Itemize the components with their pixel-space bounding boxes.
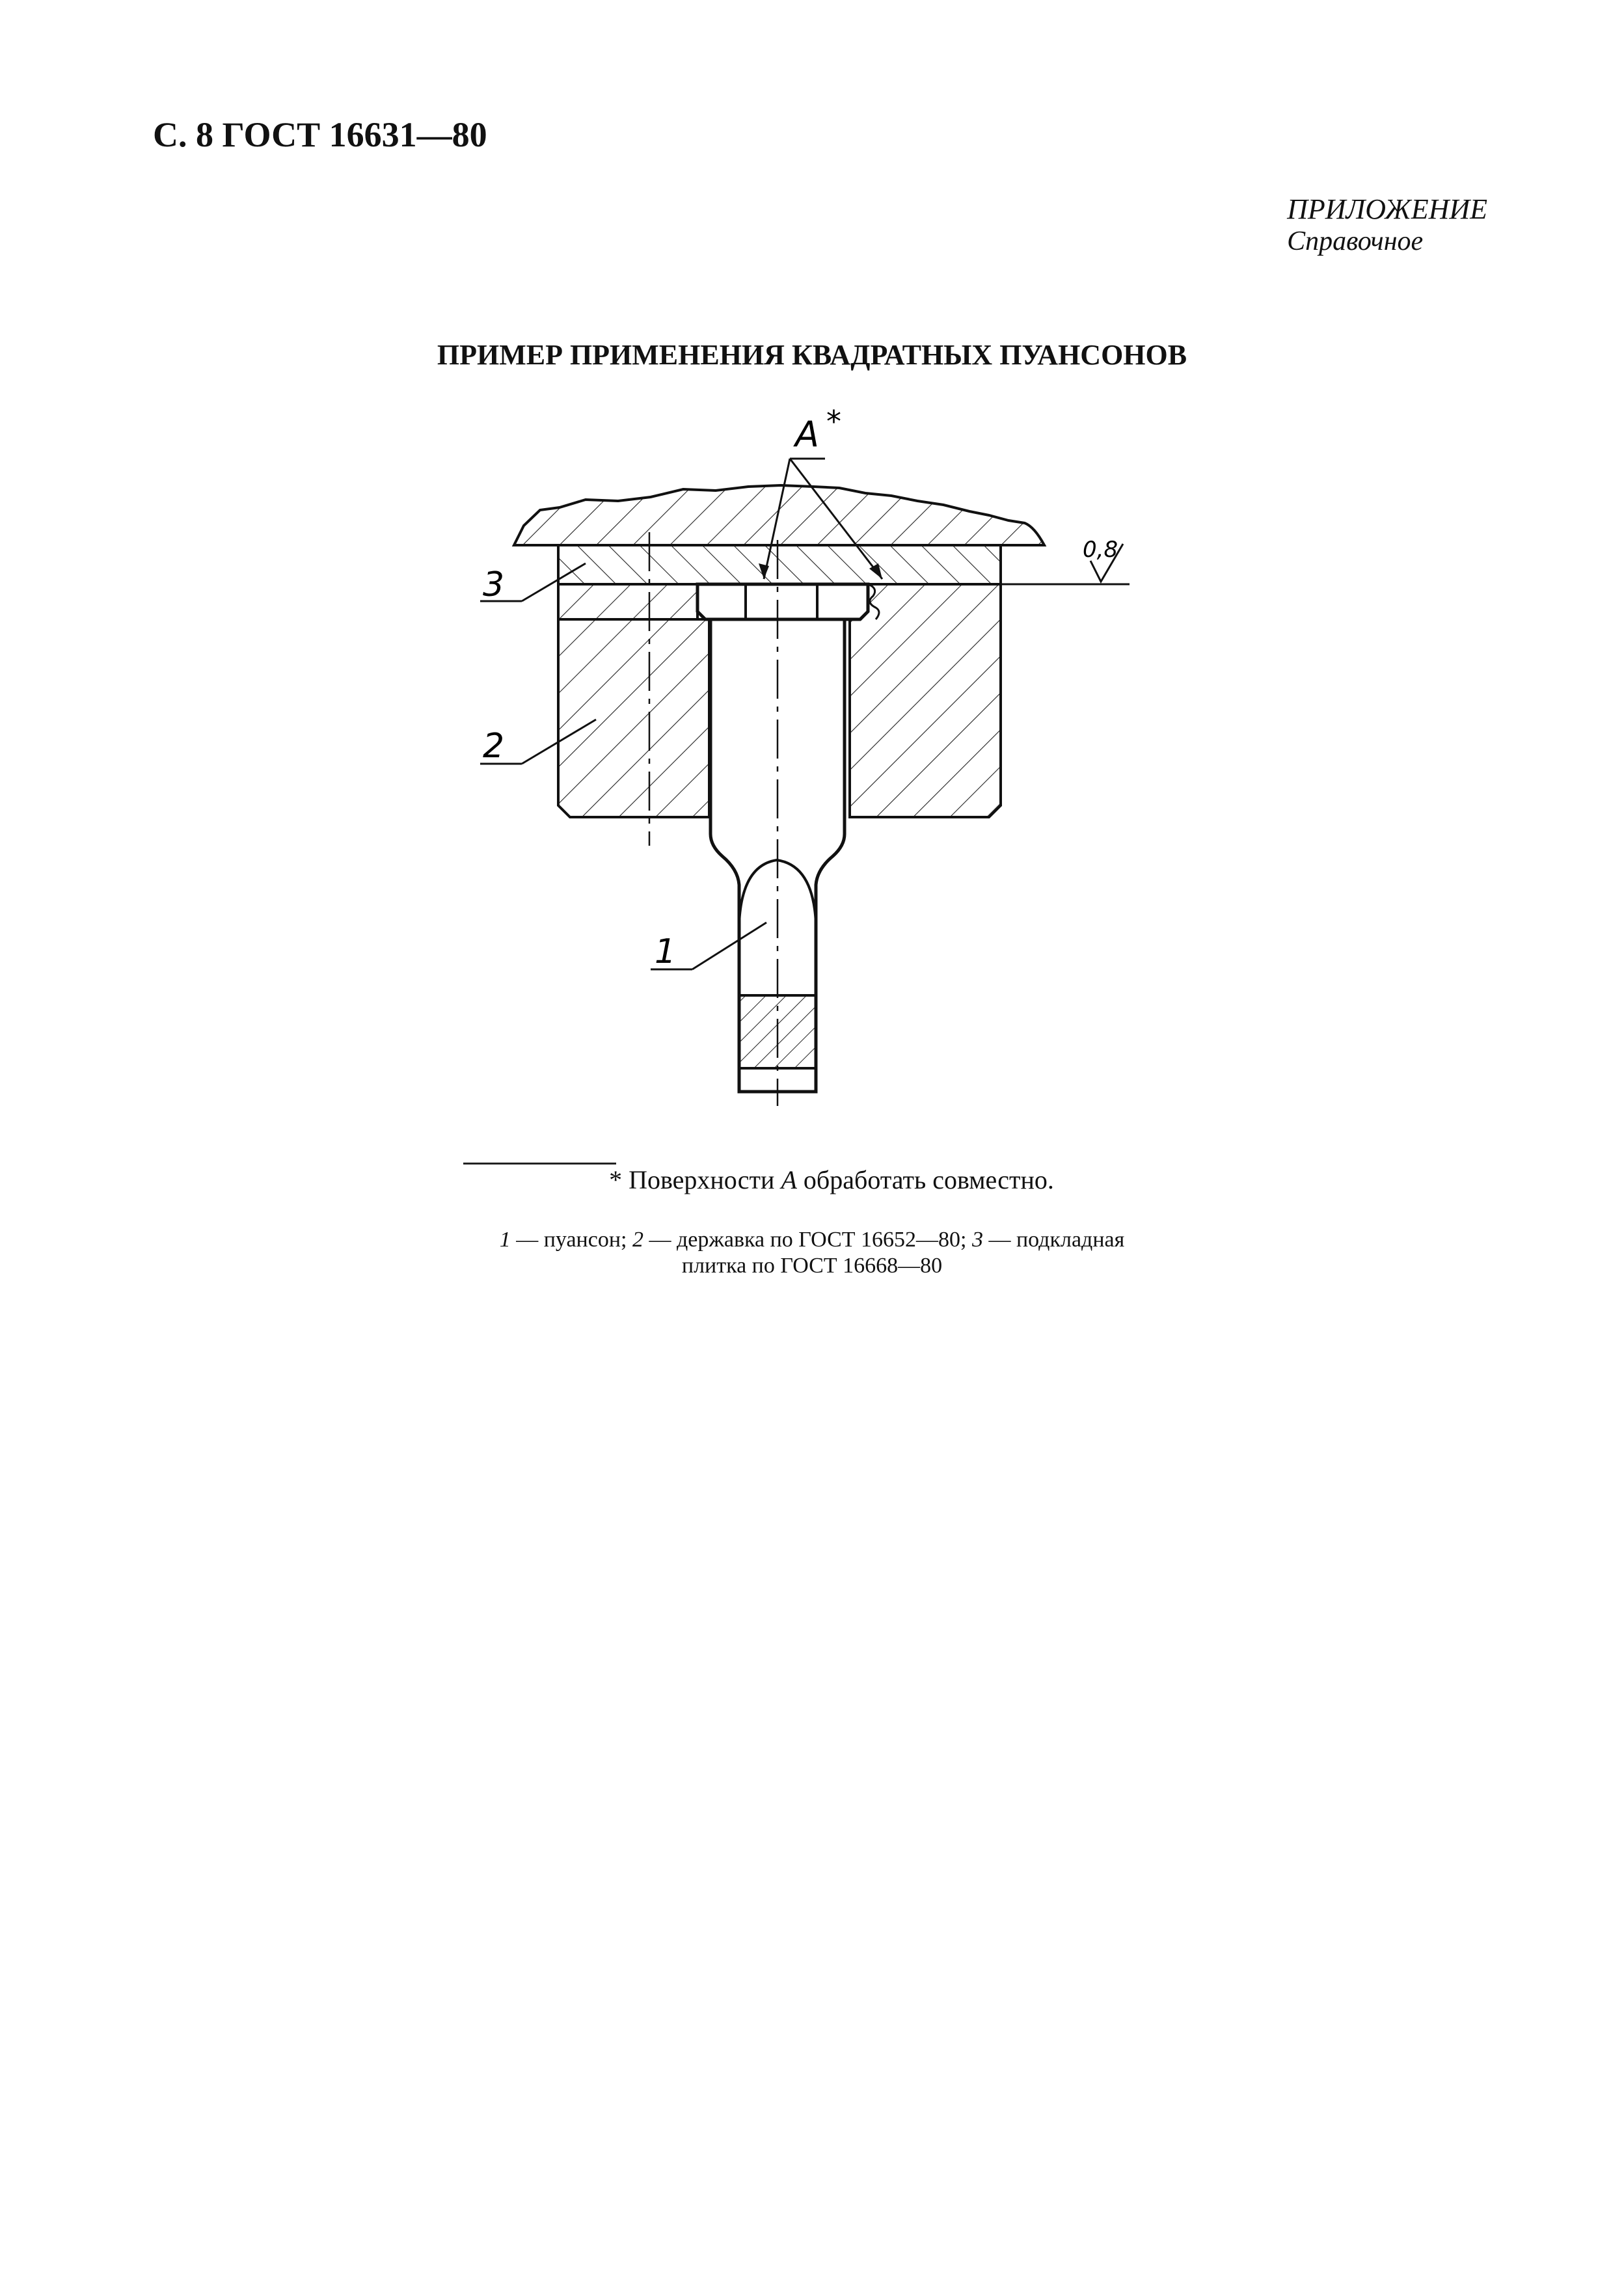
- footnote-text-before: Поверхности: [629, 1165, 775, 1194]
- surface-a-label: А: [795, 414, 819, 455]
- legend-num-1: 1: [499, 1228, 511, 1252]
- legend-text-2: — державка по ГОСТ 16652—80;: [649, 1228, 967, 1252]
- appendix-type: Справочное: [1287, 226, 1424, 256]
- document-title: ПРИМЕР ПРИМЕНЕНИЯ КВАДРАТНЫХ ПУАНСОНОВ: [437, 339, 1187, 371]
- footnote-surface: А: [781, 1165, 797, 1194]
- holder-body-right: [850, 584, 1001, 817]
- top-plate: [514, 485, 1044, 545]
- appendix-block: [1287, 193, 1487, 257]
- backing-plate: [558, 545, 1001, 584]
- footnote-text-after: обработать совместно.: [803, 1165, 1054, 1194]
- callout-1: 1: [655, 932, 677, 971]
- callout-3: 3: [483, 565, 505, 604]
- legend-line-2: плитка по ГОСТ 16668—80: [681, 1254, 943, 1278]
- page-header: С. 8 ГОСТ 16631—80: [153, 115, 487, 154]
- appendix-label: ПРИЛОЖЕНИЕ: [1287, 193, 1487, 225]
- punch-head: [697, 584, 868, 619]
- callout-2: 2: [483, 727, 505, 766]
- punch-assembly-drawing: [416, 390, 1197, 1132]
- legend-line-1: [0, 1227, 1624, 1253]
- legend: [0, 1227, 1624, 1279]
- legend-num-2: 2: [632, 1228, 643, 1252]
- footnote-marker: *: [609, 1165, 623, 1194]
- roughness-value: 0,8: [1083, 537, 1118, 563]
- footnote: [0, 1165, 1624, 1195]
- legend-num-3: 3: [971, 1228, 983, 1252]
- legend-text-3: — подкладная: [988, 1228, 1125, 1252]
- legend-text-1: — пуансон;: [516, 1228, 627, 1252]
- surface-a-mark: *: [826, 404, 841, 439]
